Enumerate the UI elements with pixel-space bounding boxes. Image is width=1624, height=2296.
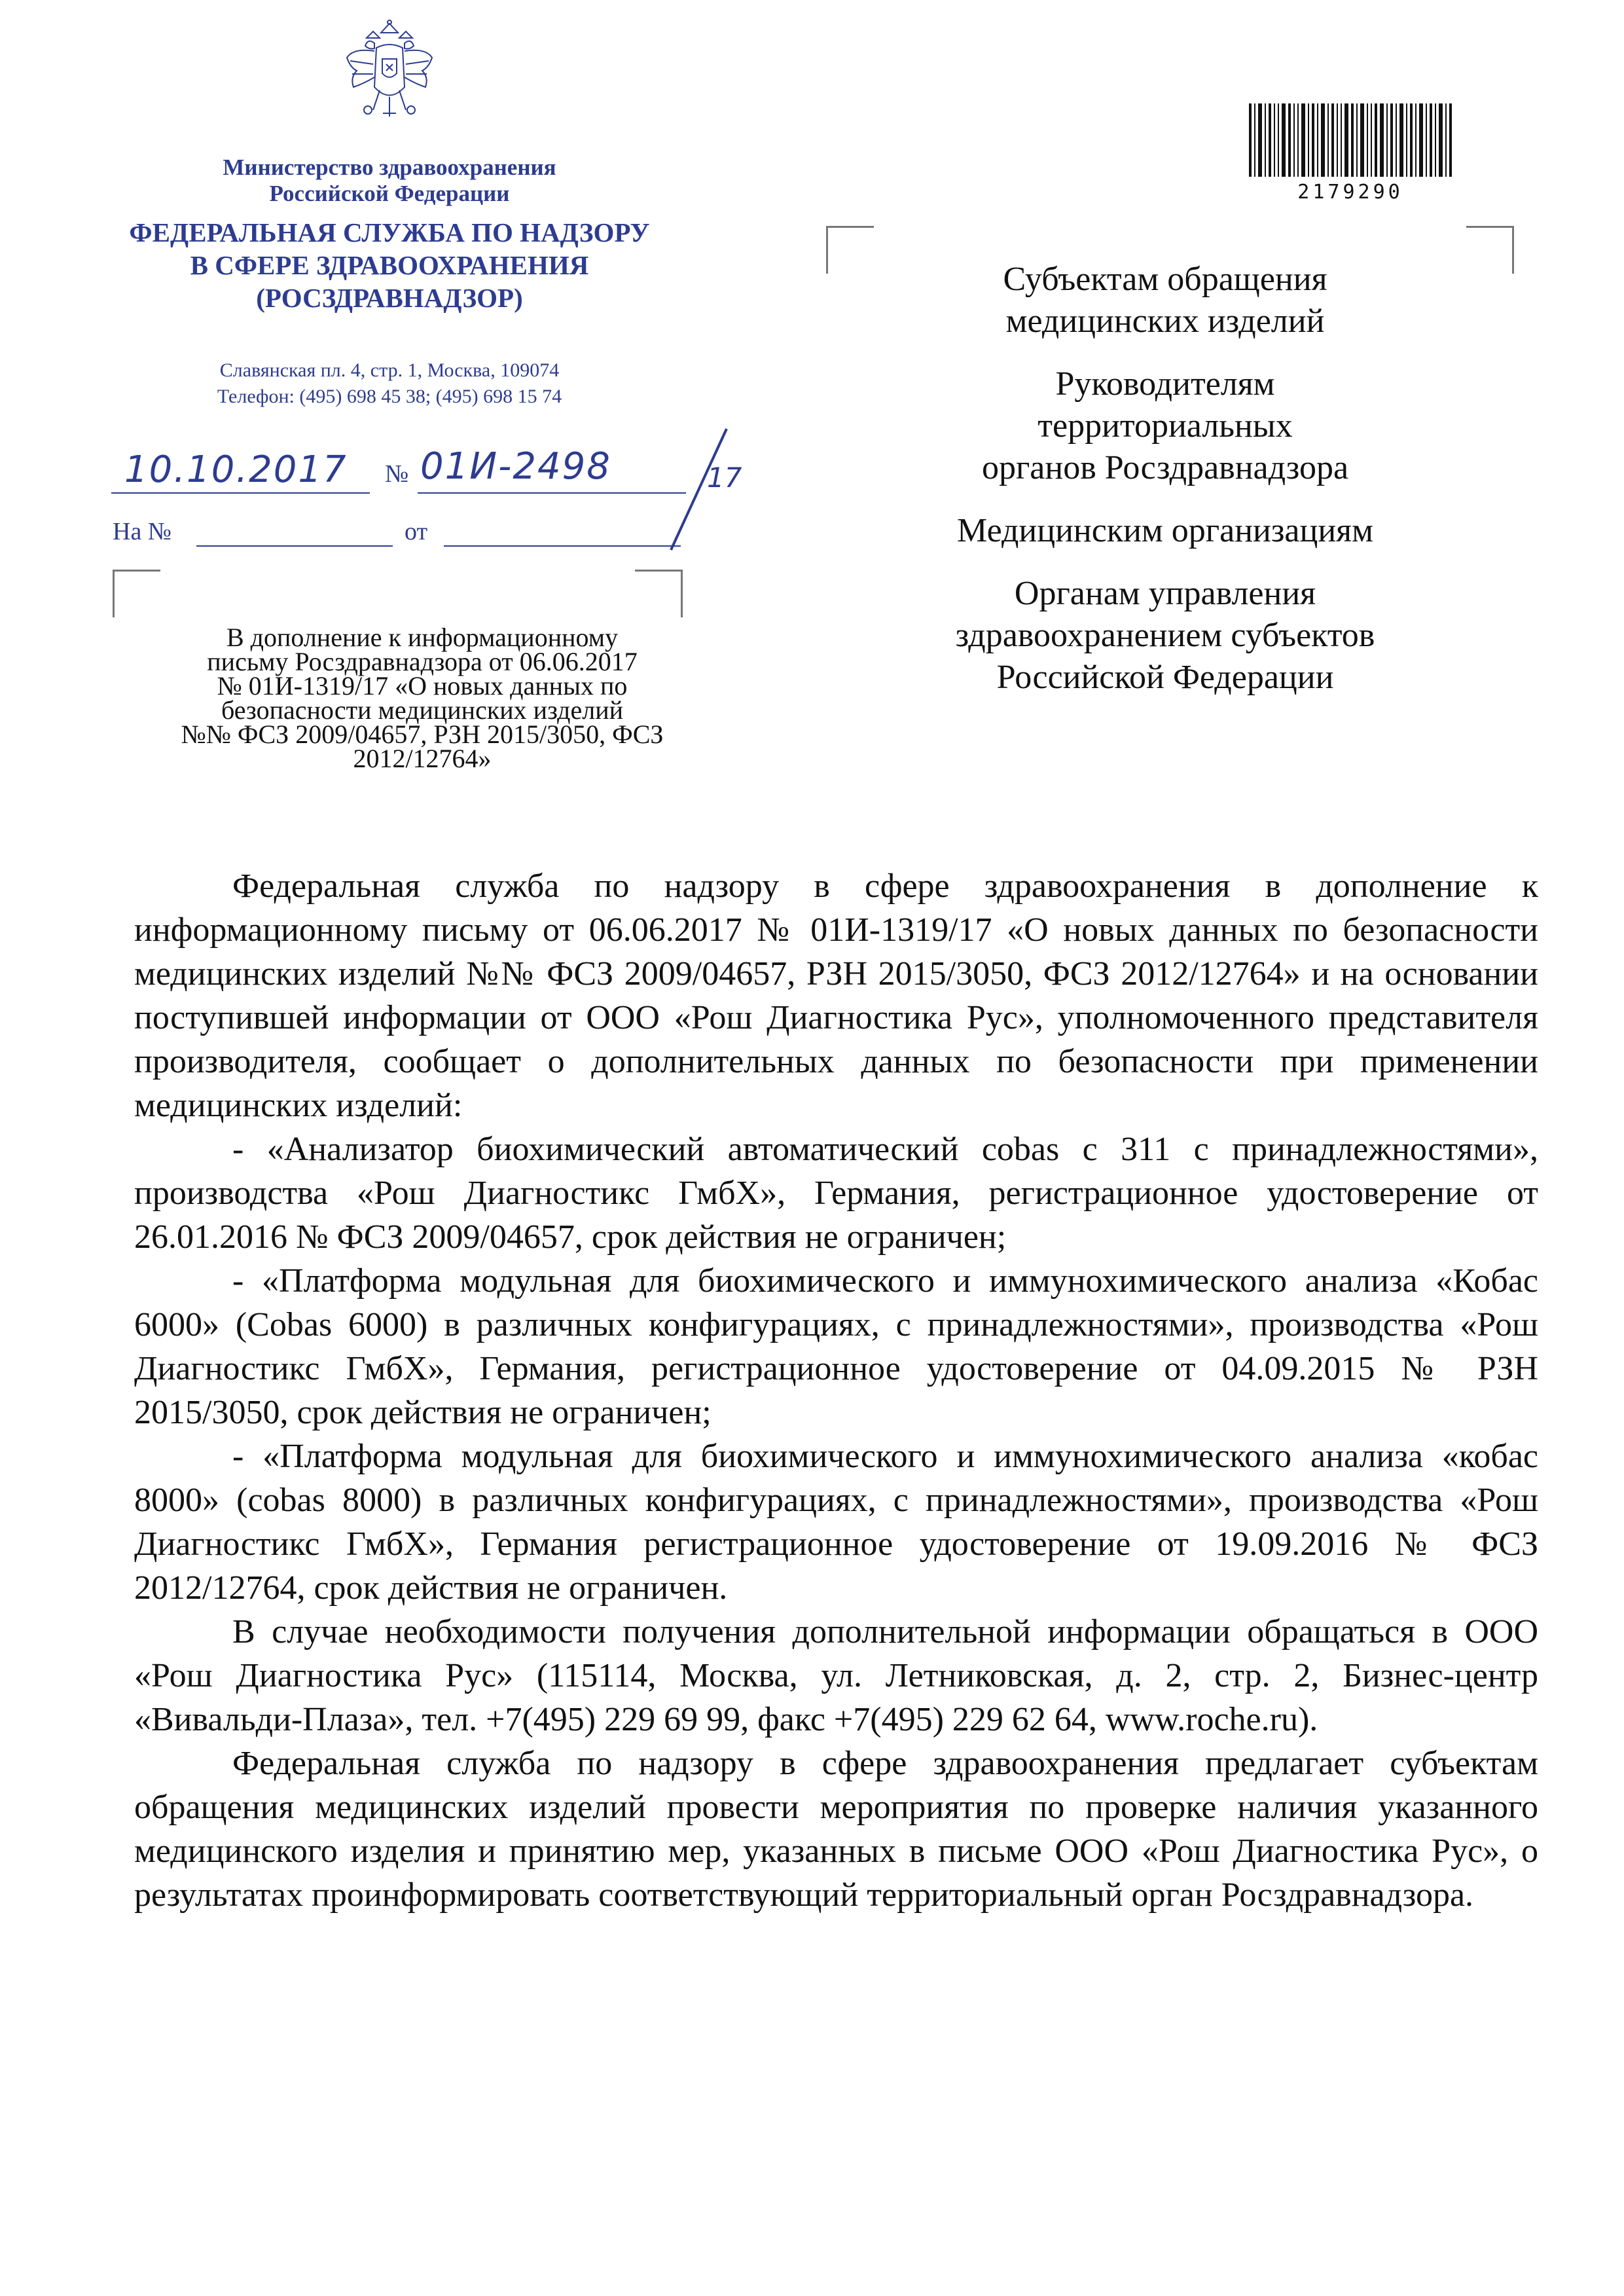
addressee-line: Российской Федерации (996, 659, 1334, 696)
date-underline (111, 492, 370, 494)
addressee-line: Руководителям (1055, 365, 1275, 403)
letter-year-suffix: 17 (707, 462, 742, 494)
number-label: № (385, 460, 409, 488)
subject-corner-left (113, 570, 160, 617)
addressee-corner-left (826, 226, 874, 274)
letter-subject (137, 625, 707, 771)
ref-number-label: На № (113, 518, 172, 545)
addressee-line: Органам управления (1014, 575, 1316, 612)
subject-line-3: № 01И-1319/17 «О новых данных по (217, 671, 628, 701)
subject-corner-right (635, 570, 683, 617)
ministry-name (118, 155, 661, 207)
addressee-line: Медицинским организациям (957, 512, 1373, 549)
barcode-number: 2179290 (1297, 181, 1403, 204)
number-underline (418, 492, 686, 494)
ref-date-line (444, 545, 681, 547)
body-paragraph-contacts: В случае необходимости получения дополнительной информации обращаться в ООО «Рош Диагностика Рус» (115114, Москва, ул. Летниковская, д. 2, стр. 2, Бизнес-центр «Вивальди-Плаза», тел. +7(495) 229 69 99, факс +7(495) 229 62 64, www.roche.ru). (134, 1613, 1538, 1738)
service-line-3: (РОСЗДРАВНАДЗОР) (256, 283, 523, 313)
addressee-item (871, 510, 1460, 552)
ref-number-line (196, 545, 393, 547)
addressee-corner-right (1466, 226, 1514, 274)
body-item-cobas-311: - «Анализатор биохимический автоматический cobas c 311 с принадлежностями», производства «Рош Диагностикс ГмбХ», Германия, регистрационное удостоверение от 26.01.2016 № ФСЗ 2009/04657, срок действия не ограничен; (134, 1131, 1538, 1256)
service-line-2: В СФЕРЕ ЗДРАВООХРАНЕНИЯ (190, 250, 589, 280)
sender-contacts (118, 357, 661, 410)
ministry-line-2: Российской Федерации (269, 181, 510, 206)
russian-coat-of-arms-icon (340, 18, 439, 133)
sender-address: Славянская пл. 4, стр. 1, Москва, 109074 (219, 359, 560, 381)
body-paragraph-intro: Федеральная служба по надзору в сфере здравоохранения в дополнение к информационному письму от 06.06.2017 № 01И-1319/17 «О новых данных по безопасности медицинских изделий №№ ФСЗ 2009/04657, РЗН 2015/3050, ФСЗ 2012/12764» и на основании поступившей информации от ООО «Рош Диагностика Рус», уполномоченного представителя производителя, сообщает о дополнительных данных по безопасности при применении медицинских изделий: (134, 867, 1538, 1124)
body-item-cobas-8000: - «Платформа модульная для биохимического и иммунохимического анализа «кобас 8000» (cobas 8000) в различных конфигурациях, с принадлежностями», производства «Рош Диагностикс ГмбХ», Германия регистрационное удостоверение от 19.09.2016 № ФСЗ 2012/12764, срок действия не ограничен. (134, 1438, 1538, 1607)
addressee-item (871, 573, 1460, 699)
sender-phone: Телефон: (495) 698 45 38; (495) 698 15 74 (217, 386, 562, 407)
addressee-line: органов Росздравнадзора (981, 449, 1349, 486)
ref-from-label: от (405, 518, 428, 545)
service-name (65, 216, 713, 314)
service-line-1: ФЕДЕРАЛЬНАЯ СЛУЖБА ПО НАДЗОРУ (129, 217, 650, 247)
body-paragraph-measures: Федеральная служба по надзору в сфере здравоохранения предлагает субъектам обращения медицинских изделий провести мероприятия по проверке наличия указанного медицинского изделия и принятию мер, указанных в письме ООО «Рош Диагностика Рус», о результатах проинформировать соответствующий территориальный орган Росздравнадзора. (134, 1745, 1538, 1914)
addressee-list (871, 259, 1460, 720)
letter-number: 01И-2498 (420, 445, 611, 488)
subject-line-4: безопасности медицинских изделий (221, 695, 624, 725)
subject-line-5: №№ ФСЗ 2009/04657, РЗН 2015/3050, ФСЗ (181, 720, 664, 749)
letter-body (134, 864, 1538, 1917)
letter-date: 10.10.2017 (124, 448, 348, 491)
ministry-line-1: Министерство здравоохранения (223, 155, 556, 180)
body-item-cobas-6000: - «Платформа модульная для биохимического и иммунохимического анализа «Кобас 6000» (Cobas 6000) в различных конфигурациях, с принадлежностями», производства «Рош Диагностикс ГмбХ», Германия, регистрационное удостоверение от 04.09.2015 № РЗН 2015/3050, срок действия не ограничен; (134, 1262, 1538, 1431)
barcode-icon (1249, 103, 1452, 177)
addressee-line: здравоохранением субъектов (955, 617, 1375, 654)
subject-line-2: письму Росздравнадзора от 06.06.2017 (207, 647, 638, 676)
addressee-item (871, 363, 1460, 489)
subject-line-6: 2012/12764» (353, 744, 492, 773)
subject-line-1: В дополнение к информационному (226, 623, 619, 652)
addressee-item (871, 259, 1460, 342)
addressee-line: медицинских изделий (1005, 302, 1325, 340)
addressee-line: Субъектам обращения (1003, 261, 1327, 298)
addressee-line: территориальных (1038, 407, 1293, 445)
